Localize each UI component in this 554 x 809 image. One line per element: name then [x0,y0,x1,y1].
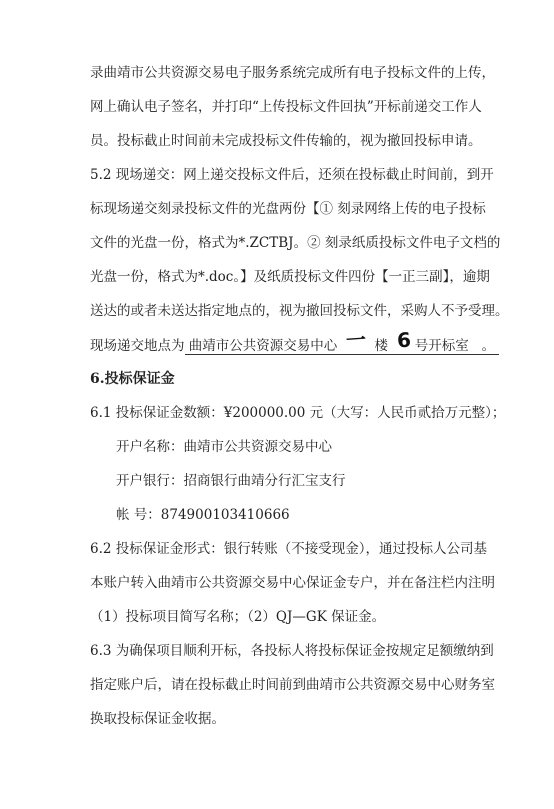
location-prefix: 现场递交地点为 [90,338,185,354]
location-room-word: 号开标室 [414,338,469,354]
submission-location-line [90,327,499,356]
text-line: 网上确认电子签名，并打印“上传投标文件回执”开标前递交工作人 [90,99,482,115]
text-line: 录曲靖市公共资源交易电子服务系统完成所有电子投标文件的上传， [90,65,495,81]
text-line: 指定账户后，请在投标截止时间前到曲靖市公共资源交易中心财务室 [90,677,495,693]
location-venue: 曲靖市公共资源交易中心 [188,338,338,354]
text-line: 送达的或者未送达指定地点的，视为撤回投标文件，采购人不予受理。 [90,303,509,319]
text-line: 员。投标截止时间前未完成投标文件传输的，视为撤回投标申请。 [90,133,482,149]
text-line: 5.2 现场递交：网上递交投标文件后，还须在投标截止时间前，到开 [90,167,494,183]
text-line: 6.3 为确保项目顺利开标，各投标人将投标保证金按规定足额缴纳到 [90,643,494,659]
location-end: 。 [481,338,496,354]
section-heading: 6.投标保证金 [90,371,175,387]
text-line: 本账户转入曲靖市公共资源交易中心保证金专户，并在备注栏内注明 [90,575,495,591]
text-line: 光盘一份，格式为*.doc。】及纸质投标文件四份【一正三副】，逾期 [90,269,490,285]
text-line: 文件的光盘一份，格式为*.ZCTBJ。② 刻录纸质投标文件电子文档的 [90,235,501,251]
text-line: 6.2 投标保证金形式：银行转账（不接受现金），通过投标人公司基 [90,541,488,557]
handwritten-floor: 一 [345,327,367,353]
text-line: （1）投标项目简写名称；（2）QJ—GK 保证金。 [90,609,386,625]
account-name: 开户名称：曲靖市公共资源交易中心 [116,439,332,455]
handwritten-room: 6 [395,327,412,353]
text-line: 换取投标保证金收据。 [90,711,225,727]
location-floor-word: 楼 [374,338,388,354]
text-line: 标现场递交刻录投标文件的光盘两份【① 刻录网络上传的电子投标 [90,201,486,217]
text-line: 6.1 投标保证金数额：¥200000.00 元（大写：人民币贰拾万元整）； [90,405,506,421]
location-fill-in [185,327,500,355]
account-bank: 开户银行：招商银行曲靖分行汇宝支行 [116,473,346,489]
account-number: 帐 号：874900103410666 [116,507,290,523]
